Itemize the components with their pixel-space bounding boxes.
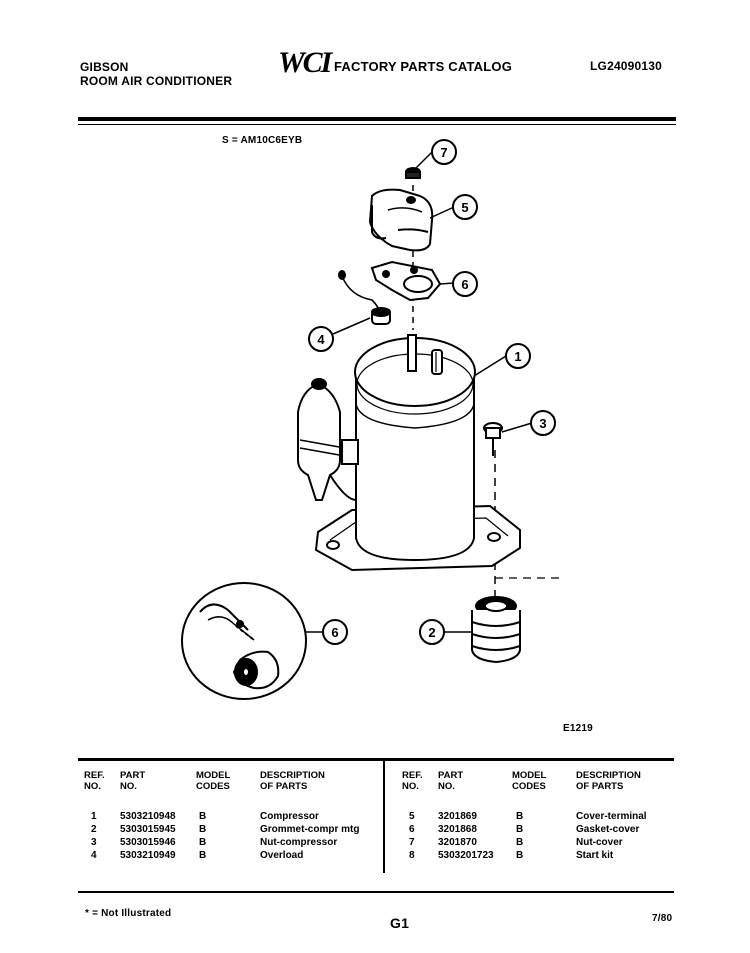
table-cell: 5303210948: [120, 811, 176, 822]
table-cell: Nut-cover: [576, 837, 623, 848]
callout-2: 2: [428, 625, 436, 640]
table-cell: B: [516, 850, 524, 861]
gasket-cover-part: [372, 262, 440, 300]
table-cell: 1: [91, 811, 97, 822]
start-kit-detail: [182, 583, 306, 699]
table-cell: 5303201723: [438, 850, 494, 861]
footnote: * = Not Illustrated: [85, 908, 172, 919]
header-model-left: MODEL CODES: [196, 770, 231, 792]
header-ref-right: REF. NO.: [402, 770, 423, 792]
brand-name: GIBSON: [80, 60, 129, 74]
table-cell: Gasket-cover: [576, 824, 640, 835]
page-number: G1: [390, 915, 410, 931]
table-cell: B: [516, 811, 524, 822]
callout-7: 7: [440, 145, 448, 160]
table-cell: 5: [409, 811, 415, 822]
product-name: ROOM AIR CONDITIONER: [80, 74, 233, 88]
table-cell: B: [199, 850, 207, 861]
table-cell: 3201869: [438, 811, 477, 822]
table-cell: B: [199, 837, 207, 848]
compressor-nut-part: [484, 423, 502, 456]
ref-col-left: [91, 810, 97, 862]
model-number: LG24090130: [590, 59, 663, 73]
figure-id: E1219: [563, 723, 593, 734]
table-cell: B: [199, 811, 207, 822]
table-cell: 3201868: [438, 824, 477, 835]
table-cell: 5303210949: [120, 850, 176, 861]
table-cell: B: [516, 837, 524, 848]
header-ref-left: REF. NO.: [84, 770, 105, 792]
header-part-left: PART NO.: [120, 770, 146, 792]
header-desc-right: DESCRIPTION OF PARTS: [576, 770, 641, 792]
table-cell: B: [516, 824, 524, 835]
table-cell: 4: [91, 850, 97, 861]
model-col-right: [516, 810, 523, 862]
table-divider: [383, 761, 385, 873]
table-cell: 8: [409, 850, 415, 861]
terminal-cover-part: [370, 190, 432, 251]
table-cell: Cover-terminal: [576, 811, 647, 822]
header-model-right: MODEL CODES: [512, 770, 547, 792]
table-cell: Nut-compressor: [260, 837, 338, 848]
table-cell: 3201870: [438, 837, 477, 848]
desc-col-left: [260, 810, 359, 862]
wci-logo: WCI: [278, 46, 331, 79]
callout-4: 4: [317, 332, 325, 347]
nut-cover-part: [406, 168, 420, 178]
grommet-part: [472, 597, 520, 662]
ref-col-right: [409, 810, 415, 862]
model-col-left: [199, 810, 206, 862]
callout-1: 1: [514, 349, 522, 364]
table-cell: Compressor: [260, 811, 319, 822]
table-cell: Overload: [260, 850, 304, 861]
table-cell: B: [199, 824, 207, 835]
callout-8: 6: [331, 625, 339, 640]
table-cell: 6: [409, 824, 415, 835]
callout-6: 6: [461, 277, 469, 292]
table-bottom-rule: [78, 891, 674, 893]
table-cell: Start kit: [576, 850, 614, 861]
desc-col-right: [576, 810, 647, 862]
header-desc-left: DESCRIPTION OF PARTS: [260, 770, 325, 792]
revision-date: 7/80: [652, 913, 673, 924]
callout-3: 3: [539, 416, 547, 431]
table-cell: 5303015945: [120, 824, 176, 835]
part-col-right: [438, 810, 494, 862]
header-part-right: PART NO.: [438, 770, 464, 792]
table-cell: 5303015946: [120, 837, 176, 848]
compressor-part: [298, 335, 520, 570]
model-note: S = AM10C6EYB: [222, 135, 303, 146]
table-cell: 2: [91, 824, 97, 835]
part-col-left: [120, 810, 176, 862]
table-cell: Grommet-compr mtg: [260, 824, 360, 835]
catalog-title: FACTORY PARTS CATALOG: [334, 59, 513, 74]
callout-5: 5: [461, 200, 469, 215]
table-cell: 3: [91, 837, 97, 848]
table-top-rule: [78, 758, 674, 761]
table-cell: 7: [409, 837, 415, 848]
